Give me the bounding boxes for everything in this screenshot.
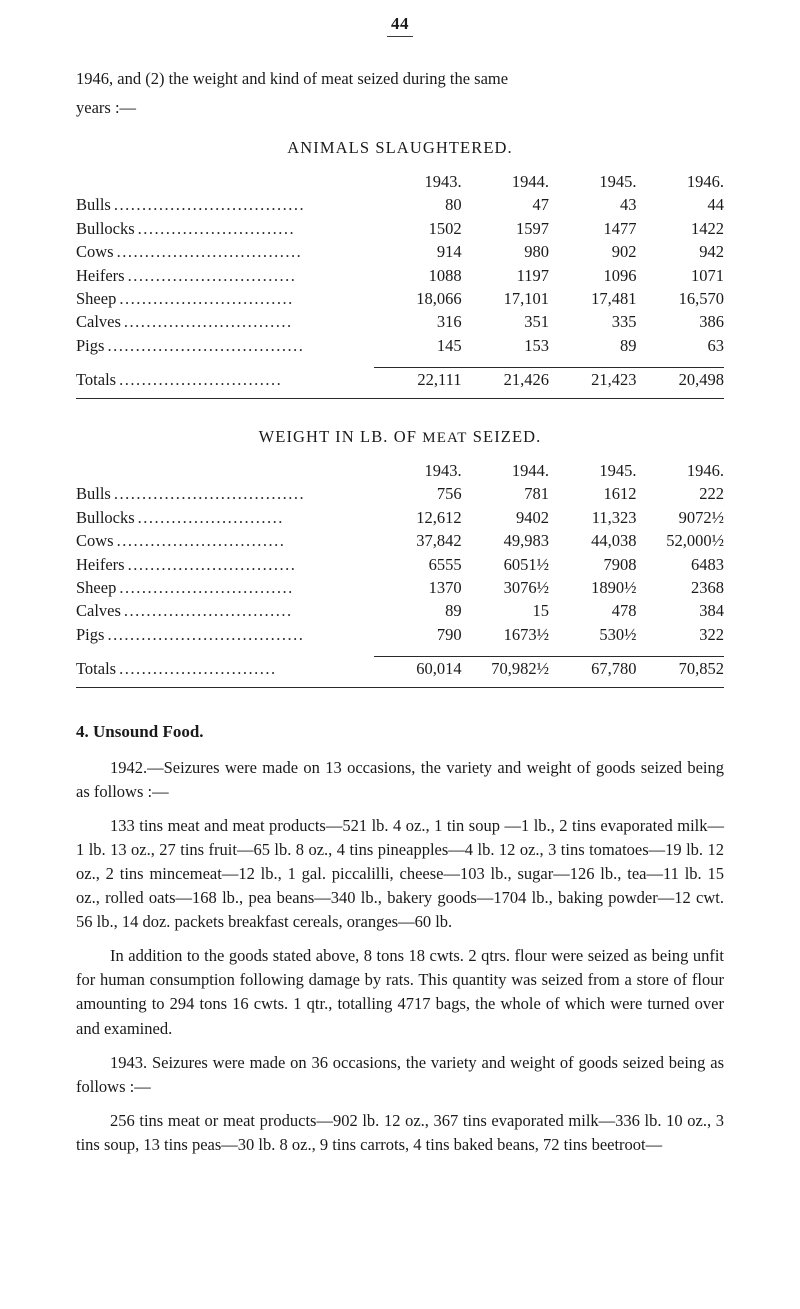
table-row xyxy=(76,217,724,240)
row-value-1945: 11,323 xyxy=(591,507,637,527)
totals-value-1943: 22,111 xyxy=(374,368,461,392)
weight-in-lb-table xyxy=(76,459,724,688)
row-value-1945: 7908 xyxy=(603,554,637,574)
row-value-1944: 1597 xyxy=(516,218,550,238)
row-label: Bullocks ............................ xyxy=(76,218,296,238)
row-value-1946: 942 xyxy=(699,242,724,262)
row-value-1943: 316 xyxy=(436,312,462,332)
row-value-1946: 52,000½ xyxy=(666,531,724,551)
row-value-1945: 1096 xyxy=(603,265,637,285)
header-1946: 1946. xyxy=(686,460,724,480)
row-value-1946: 384 xyxy=(699,601,724,621)
row-label: Cows .............................. xyxy=(76,531,286,551)
row-value-1943: 914 xyxy=(436,242,462,262)
row-label: Cows ................................. xyxy=(76,242,303,262)
table-spacer xyxy=(76,646,724,657)
row-value-1946: 2368 xyxy=(691,577,724,597)
table-row xyxy=(76,287,724,310)
row-label: Bulls .................................. xyxy=(76,484,306,504)
table-row xyxy=(76,576,724,599)
row-value-1946: 222 xyxy=(699,484,724,504)
row-value-1946: 322 xyxy=(699,624,724,644)
table-spacer xyxy=(76,357,724,368)
table-row xyxy=(76,310,724,333)
row-value-1943: 1088 xyxy=(428,265,462,285)
table-row xyxy=(76,553,724,576)
animals-table-bottom-rule xyxy=(76,398,724,399)
paragraph-1942-detail: 133 tins meat and meat products—521 lb. 4 oz., 1 tin soup —1 lb., 2 tins evaporated milk—1 lb. 13 oz., 27 tins fruit—65 lb. 8 oz., 4 tins pineapples—4 lb. 12 oz., 3 tins tomatoes—19 lb. 12 oz., 2 tins mincemeat—12 lb., 1 gal. piccalilli, cheese—103 lb., sugar—126 lb., tea—11 lb. 15 oz., rolled oats—168 lb., pea beans—340 lb., bakery goods—1704 lb., baking powder—12 cwt. 56 lb., 14 doz. packets breakfast cereals, oranges—60 lb. xyxy=(76,815,724,932)
intro-paragraph-line1: 1946, and (2) the weight and kind of meat seized during the same xyxy=(76,69,509,88)
row-value-1945: 902 xyxy=(611,242,637,262)
row-value-1945: 1477 xyxy=(603,218,637,238)
row-value-1943: 89 xyxy=(445,601,462,621)
row-value-1945: 530½ xyxy=(599,624,637,644)
header-1945: 1945. xyxy=(599,171,637,191)
row-label: Bullocks .......................... xyxy=(76,507,284,527)
totals-value-1945: 21,423 xyxy=(549,368,636,392)
row-value-1944: 17,101 xyxy=(503,289,550,309)
header-1946: 1946. xyxy=(686,171,724,191)
row-value-1946: 1071 xyxy=(691,265,724,285)
row-value-1944: 47 xyxy=(532,195,550,215)
row-value-1945: 335 xyxy=(611,312,637,332)
header-blank xyxy=(76,170,374,193)
weight-title-end: SEIZED. xyxy=(472,426,542,446)
row-value-1944: 15 xyxy=(532,601,550,621)
row-value-1943: 145 xyxy=(436,335,462,355)
row-value-1945: 44,038 xyxy=(591,531,637,551)
row-value-1946: 9072½ xyxy=(678,507,724,527)
row-label: Sheep ............................... xyxy=(76,577,294,597)
table-row xyxy=(76,264,724,287)
row-value-1946: 16,570 xyxy=(678,289,724,309)
row-value-1944: 153 xyxy=(524,335,550,355)
animals-slaughtered-table xyxy=(76,170,724,399)
row-value-1945: 17,481 xyxy=(591,289,637,309)
header-1944: 1944. xyxy=(511,171,550,191)
table-row xyxy=(76,506,724,529)
row-value-1943: 37,842 xyxy=(416,531,462,551)
row-label: Heifers .............................. xyxy=(76,265,297,285)
weight-table-bottom-rule xyxy=(76,687,724,688)
row-value-1943: 6555 xyxy=(428,554,462,574)
row-label: Pigs ................................... xyxy=(76,335,305,355)
totals-value-1945: 67,780 xyxy=(549,657,636,681)
table-row xyxy=(76,529,724,552)
weight-title-meat: MEAT xyxy=(422,429,468,446)
row-value-1944: 9402 xyxy=(516,507,550,527)
weight-table-title xyxy=(76,427,724,447)
totals-value-1944: 70,982½ xyxy=(462,657,549,681)
totals-value-1944: 21,426 xyxy=(462,368,549,392)
totals-label: Totals ............................. xyxy=(76,370,283,390)
row-value-1944: 6051½ xyxy=(503,554,550,574)
row-value-1944: 1673½ xyxy=(503,624,550,644)
intro-paragraph-line2: years :— xyxy=(76,98,137,118)
paragraph-1942-seizures: 1942.—Seizures were made on 13 occasions, the variety and weight of goods seized being as follows :— xyxy=(76,757,724,801)
table-header-row xyxy=(76,459,724,482)
header-1943: 1943. xyxy=(424,460,462,480)
paragraph-1943-seizures: 1943. Seizures were made on 36 occasions, the variety and weight of goods seized being as follows :— xyxy=(76,1052,724,1096)
row-value-1944: 351 xyxy=(524,312,550,332)
header-1944: 1944. xyxy=(511,460,550,480)
row-value-1943: 1370 xyxy=(428,577,462,597)
row-value-1944: 980 xyxy=(524,242,550,262)
table-row xyxy=(76,599,724,622)
row-value-1946: 1422 xyxy=(691,218,724,238)
animals-table-title: ANIMALS SLAUGHTERED. xyxy=(287,137,513,157)
row-value-1946: 386 xyxy=(699,312,724,332)
header-blank xyxy=(76,459,374,482)
row-value-1945: 478 xyxy=(611,601,637,621)
page-number: 44 xyxy=(391,14,409,33)
row-value-1944: 781 xyxy=(524,484,550,504)
totals-label: Totals ............................ xyxy=(76,659,277,679)
row-value-1943: 80 xyxy=(445,195,462,215)
header-1945: 1945. xyxy=(599,460,637,480)
row-label: Sheep ............................... xyxy=(76,289,294,309)
table-row xyxy=(76,623,724,646)
row-value-1945: 43 xyxy=(620,195,637,215)
row-value-1943: 756 xyxy=(436,484,462,504)
row-value-1944: 1197 xyxy=(516,265,550,285)
row-value-1943: 12,612 xyxy=(416,507,462,527)
row-value-1943: 790 xyxy=(436,624,462,644)
totals-value-1943: 60,014 xyxy=(374,657,461,681)
row-value-1944: 3076½ xyxy=(503,577,550,597)
table-row xyxy=(76,240,724,263)
totals-value-1946: 70,852 xyxy=(637,657,725,681)
totals-row xyxy=(76,657,724,681)
row-value-1943: 1502 xyxy=(428,218,462,238)
row-value-1946: 44 xyxy=(707,195,724,215)
section-heading-unsound-food: 4. Unsound Food. xyxy=(76,721,204,741)
row-label: Pigs ................................... xyxy=(76,624,305,644)
totals-row xyxy=(76,368,724,392)
row-value-1945: 1612 xyxy=(603,484,637,504)
table-row xyxy=(76,482,724,505)
row-value-1945: 89 xyxy=(620,335,637,355)
row-value-1946: 63 xyxy=(707,335,724,355)
row-value-1944: 49,983 xyxy=(503,531,550,551)
row-label: Heifers .............................. xyxy=(76,554,297,574)
paragraph-1943-detail: 256 tins meat or meat products—902 lb. 12 oz., 367 tins evaporated milk—336 lb. 10 oz., 3 tins soup, 13 tins peas—30 lb. 8 oz., 9 tins carrots, 4 tins baked beans, 72 tins beetroot— xyxy=(76,1110,724,1154)
row-label: Bulls .................................. xyxy=(76,195,306,215)
table-row xyxy=(76,334,724,357)
paragraph-1942-flour: In addition to the goods stated above, 8 tons 18 cwts. 2 qtrs. flour were seized as being unfit for human consumption following damage by rats. This quantity was seized from a store of flour amounting to 294 tons 16 cwts. 1 qtr., totalling 4717 bags, the whole of which were turned over and examined. xyxy=(76,946,724,1038)
row-value-1946: 6483 xyxy=(691,554,724,574)
row-value-1945: 1890½ xyxy=(591,577,637,597)
row-label: Calves .............................. xyxy=(76,601,293,621)
header-1943: 1943. xyxy=(424,171,462,191)
page-number-underline xyxy=(387,36,413,37)
row-value-1943: 18,066 xyxy=(416,289,462,309)
totals-value-1946: 20,498 xyxy=(637,368,725,392)
weight-title-main: WEIGHT IN LB. OF xyxy=(258,426,418,446)
table-header-row xyxy=(76,170,724,193)
table-row xyxy=(76,193,724,216)
row-label: Calves .............................. xyxy=(76,312,293,332)
